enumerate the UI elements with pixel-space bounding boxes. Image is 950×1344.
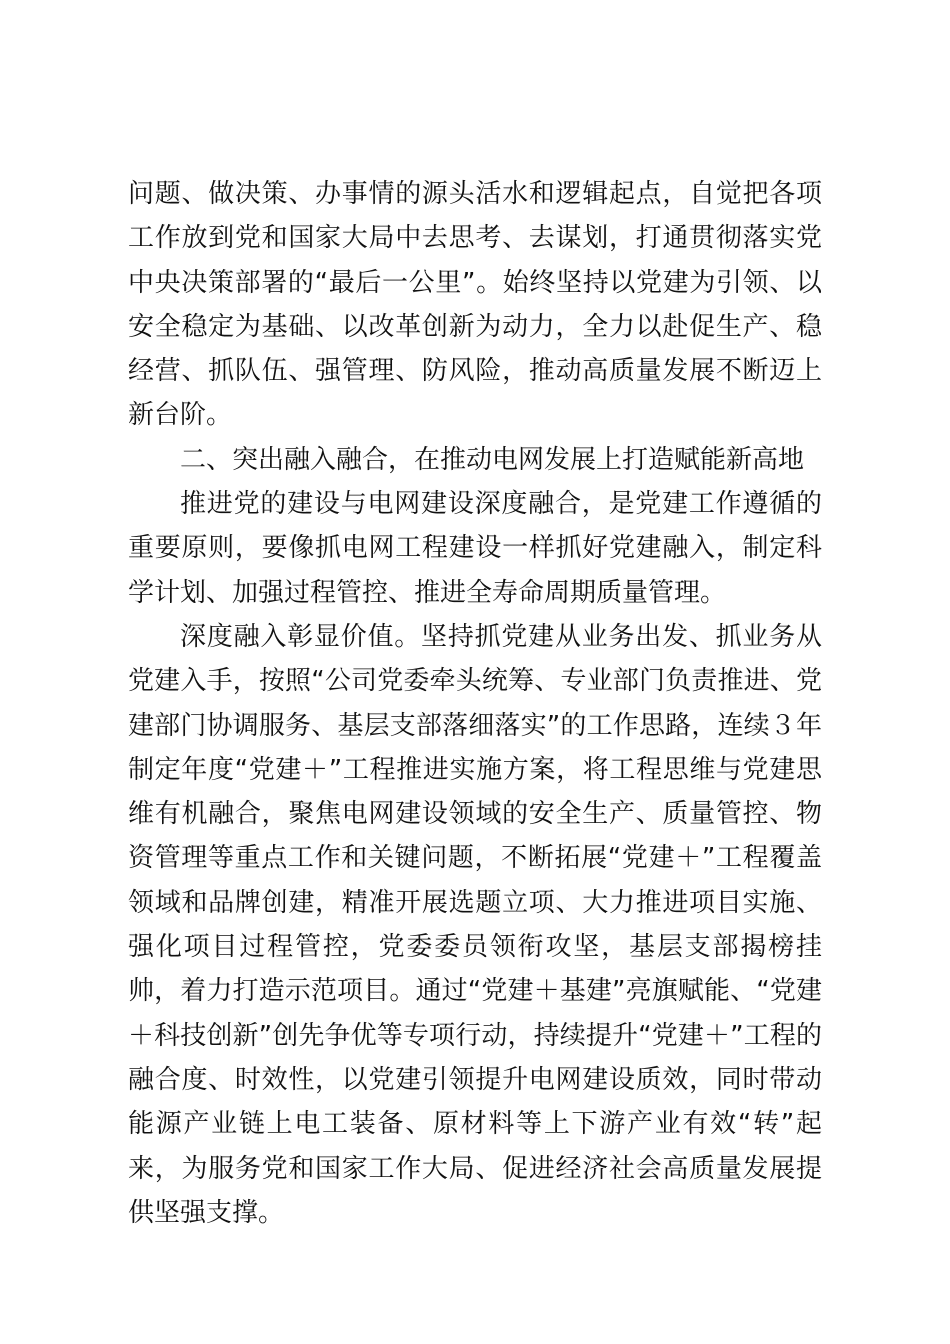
document-body	[128, 172, 822, 1235]
paragraph-intro: 推进党的建设与电网建设深度融合，是党建工作遵循的重要原则，要像抓电网工程建设一样抓好党建融入，制定科学计划、加强过程管控、推进全寿命周期质量管理。	[128, 489, 822, 608]
paragraph-deep-integration: 深度融入彰显价值。坚持抓党建从业务出发、抓业务从党建入手，按照“公司党委牵头统筹、专业部门负责推进、党建部门协调服务、基层支部落细落实”的工作思路，连续３年制定年度“党建＋”工程推进实施方案，将工程思维与党建思维有机融合，聚焦电网建设领域的安全生产、质量管控、物资管理等重点工作和关键问题，不断拓展“党建＋”工程覆盖领域和品牌创建，精准开展选题立项、大力推进项目实施、强化项目过程管控，党委委员领衔攻坚，基层支部揭榜挂帅，着力打造示范项目。通过“党建＋基建”亮旗赋能、“党建＋科技创新”创先争优等专项行动，持续提升“党建＋”工程的融合度、时效性，以党建引领提升电网建设质效，同时带动能源产业链上电工装备、原材料等上下游产业有效“转”起来，为服务党和国家工作大局、促进经济社会高质量发展提供坚强支撑。	[128, 621, 822, 1228]
section-heading: 二、突出融入融合，在推动电网发展上打造赋能新高地	[180, 444, 805, 475]
paragraph-continuation: 问题、做决策、办事情的源头活水和逻辑起点，自觉把各项工作放到党和国家大局中去思考、去谋划，打通贯彻落实党中央决策部署的“最后一公里”。始终坚持以党建为引领、以安全稳定为基础、以改革创新为动力，全力以赴促生产、稳经营、抓队伍、强管理、防风险，推动高质量发展不断迈上新台阶。	[128, 179, 822, 431]
